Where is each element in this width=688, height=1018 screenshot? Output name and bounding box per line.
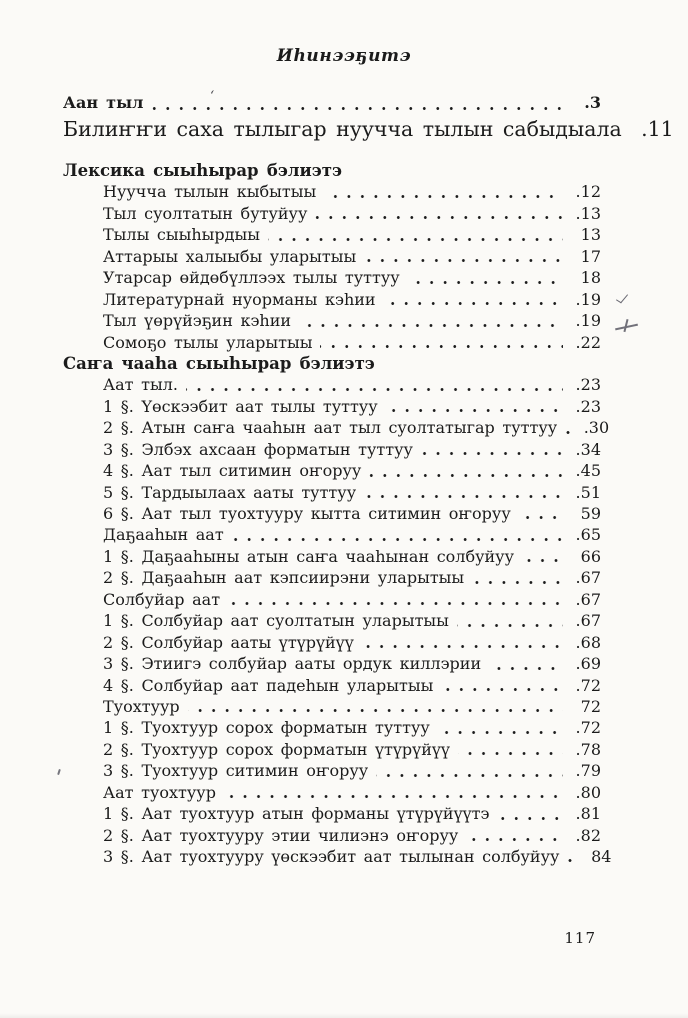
toc-row-label: Литературнай нуорманы кэһии bbox=[103, 289, 376, 309]
toc-row-label: Аттарыы халыыбы уларытыы bbox=[103, 246, 357, 266]
toc-row bbox=[63, 246, 601, 267]
page-ref: .65 bbox=[575, 525, 601, 545]
dot-leader bbox=[489, 666, 563, 671]
section-header bbox=[63, 353, 601, 374]
toc-row bbox=[63, 224, 601, 245]
page-ref: .82 bbox=[575, 825, 601, 845]
page-ref: .12 bbox=[575, 182, 601, 202]
page-ref: 59 bbox=[580, 504, 601, 523]
page-ref: 17 bbox=[580, 246, 601, 266]
toc-row-label: 1 §. Үөскээбит аат тылы туттуу bbox=[103, 396, 378, 416]
toc-row-label: 3 §. Этиигэ солбуйар ааты ордук киллэрии bbox=[103, 654, 482, 674]
section-header-label: Саҥа чааһа сыыһырар бэлиэтэ bbox=[63, 353, 375, 373]
page-ref: .34 bbox=[575, 439, 601, 459]
dot-leader bbox=[457, 623, 563, 628]
toc-row bbox=[63, 610, 601, 631]
toc-row bbox=[63, 482, 601, 503]
toc-row-label: Билиҥҥи саха тылыгар нуучча тылын сабыдыала bbox=[63, 117, 622, 141]
dot-leader bbox=[421, 451, 563, 456]
page-ref: .19 bbox=[575, 311, 601, 331]
section-gap bbox=[63, 143, 601, 160]
page-ref: .72 bbox=[575, 675, 601, 695]
toc-row-label: Туохтуур bbox=[103, 696, 180, 716]
toc-row-label: 2 §. Атын саҥа чааһын аат тыл суолтатыгар туттуу bbox=[103, 418, 558, 438]
toc-row-label: 3 §. Аат туохтууру үөскээбит аат тылынан солбуйуу bbox=[103, 847, 560, 866]
dot-leader bbox=[376, 773, 563, 778]
page-ref: .67 bbox=[575, 568, 601, 588]
page-ref: 84 bbox=[591, 847, 612, 866]
dot-leader bbox=[438, 730, 563, 735]
page-ref: 66 bbox=[580, 546, 601, 566]
dot-leader bbox=[466, 837, 563, 842]
dot-leader bbox=[320, 344, 563, 349]
toc-row bbox=[63, 115, 674, 143]
table-of-contents bbox=[63, 89, 674, 867]
dot-leader bbox=[224, 794, 563, 799]
toc-row-label: Аат туохтуур bbox=[103, 782, 216, 802]
page-ref: .68 bbox=[575, 632, 601, 652]
scan-bottom-edge bbox=[0, 1013, 688, 1018]
page-ref: .51 bbox=[575, 482, 601, 502]
pen-apostrophe-mark: ʻ bbox=[210, 89, 215, 104]
page-ref: .22 bbox=[575, 332, 601, 352]
page-ref: .13 bbox=[575, 203, 601, 223]
toc-row bbox=[63, 374, 601, 395]
dot-leader bbox=[324, 194, 563, 199]
toc-row-label: Аат тыл. bbox=[103, 375, 178, 395]
toc-row-label: Аан тыл bbox=[63, 93, 144, 112]
dot-leader bbox=[369, 473, 563, 478]
toc-row-label: Тыл суолтатын бутуйуу bbox=[103, 203, 308, 223]
page-ref: .69 bbox=[575, 654, 601, 674]
toc-row bbox=[63, 460, 601, 481]
toc-row-label: Солбуйар аат bbox=[103, 589, 221, 609]
toc-row-label: Тыл үөрүйэҕин кэһии bbox=[103, 311, 292, 331]
toc-row-label: 3 §. Элбэх ахсаан форматын туттуу bbox=[103, 439, 413, 459]
toc-row-label: 1 §. Солбуйар аат суолтатын уларытыы bbox=[103, 611, 449, 631]
pen-cross-icon bbox=[615, 319, 639, 333]
toc-row bbox=[63, 825, 601, 846]
toc-row-label: 4 §. Аат тыл ситимин оҥоруу bbox=[103, 461, 362, 481]
pen-check-icon bbox=[616, 291, 628, 303]
toc-row bbox=[63, 653, 601, 674]
page-ref: .79 bbox=[575, 761, 601, 781]
toc-row-label: Нуучча тылын кыбытыы bbox=[103, 182, 317, 202]
dot-leader bbox=[384, 301, 563, 306]
toc-row-label: 3 §. Туохтуур ситимин оҥоруу bbox=[103, 761, 369, 781]
page-ref: .72 bbox=[575, 718, 601, 738]
dot-leader bbox=[567, 858, 573, 863]
dot-leader bbox=[362, 644, 563, 649]
dot-leader bbox=[497, 816, 563, 821]
dot-leader bbox=[228, 601, 563, 606]
toc-row bbox=[63, 546, 601, 567]
toc-row bbox=[63, 567, 601, 588]
toc-row bbox=[63, 717, 601, 738]
page-ref: .81 bbox=[575, 804, 601, 824]
page-ref: .19 bbox=[575, 289, 601, 309]
page-ref: .11 bbox=[641, 117, 674, 141]
toc-row bbox=[63, 289, 601, 310]
toc-row-label: 1 §. Туохтуур сорох форматын туттуу bbox=[103, 718, 430, 738]
page-ref: 13 bbox=[580, 225, 601, 245]
section-header-label: Лексика сыыһырар бэлиэтэ bbox=[63, 161, 343, 180]
toc-row-label: 1 §. Аат туохтуур атын форманы үтүрүйүүтэ bbox=[103, 804, 490, 824]
page-ref: .78 bbox=[575, 739, 601, 759]
toc-row-label: 6 §. Аат тыл туохтууру кытта ситимин оҥоруу bbox=[103, 504, 511, 523]
toc-row-label: Тылы сыыһырдыы bbox=[103, 225, 260, 245]
dot-leader bbox=[188, 708, 563, 713]
section-header bbox=[63, 160, 601, 181]
toc-row bbox=[63, 439, 601, 460]
page-ref: 72 bbox=[580, 696, 601, 716]
page-ref: .67 bbox=[575, 589, 601, 609]
toc-row bbox=[63, 696, 601, 717]
toc-row bbox=[63, 181, 601, 202]
page-ref: .23 bbox=[575, 396, 601, 416]
toc-row bbox=[63, 760, 601, 781]
dot-leader bbox=[268, 237, 563, 242]
toc-row bbox=[63, 632, 601, 653]
dot-leader bbox=[299, 323, 563, 328]
toc-row bbox=[63, 524, 601, 545]
toc-row-label: 4 §. Солбуйар аат падеһын уларытыы bbox=[103, 675, 434, 695]
dot-leader bbox=[630, 134, 636, 139]
dot-leader bbox=[408, 280, 563, 285]
toc-row-label: Даҕааһын аат bbox=[103, 525, 224, 545]
toc-row bbox=[63, 203, 601, 224]
toc-row-label: Утарсар өйдөбүллээх тылы туттуу bbox=[103, 268, 400, 288]
dot-leader bbox=[232, 537, 563, 542]
dot-leader bbox=[522, 558, 563, 563]
toc-row-label: 2 §. Туохтуур сорох форматын үтүрүйүү bbox=[103, 739, 450, 759]
page-ref: .23 bbox=[575, 375, 601, 395]
toc-row bbox=[63, 503, 601, 524]
toc-row bbox=[63, 739, 601, 760]
page-title: Иһинээҕитэ bbox=[276, 46, 412, 66]
page-ref: .45 bbox=[575, 461, 601, 481]
toc-row bbox=[63, 417, 610, 438]
toc-row bbox=[63, 846, 612, 867]
dot-leader bbox=[364, 494, 563, 499]
folio-page-number: 117 bbox=[564, 929, 596, 947]
dot-leader bbox=[364, 258, 563, 263]
toc-row-label: 1 §. Даҕааһыны атын саҥа чааһынан солбуйуу bbox=[103, 546, 514, 566]
toc-row bbox=[63, 310, 601, 331]
page-ref: 18 bbox=[580, 268, 601, 288]
toc-row-label: Сомоҕо тылы уларытыы bbox=[103, 332, 313, 352]
page-ref: .3 bbox=[584, 93, 601, 112]
page-ref: .30 bbox=[583, 418, 610, 438]
dot-leader bbox=[458, 751, 563, 756]
page-ref: .67 bbox=[575, 611, 601, 631]
dot-leader bbox=[519, 515, 563, 520]
toc-row bbox=[63, 803, 601, 824]
dot-leader bbox=[565, 430, 571, 435]
toc-row-label: 2 §. Аат туохтууру этии чилиэнэ оҥоруу bbox=[103, 825, 459, 845]
dot-leader bbox=[315, 215, 563, 220]
toc-row bbox=[63, 267, 601, 288]
toc-row bbox=[63, 396, 601, 417]
dot-leader bbox=[386, 408, 563, 413]
dot-leader bbox=[472, 580, 563, 585]
toc-row bbox=[63, 675, 601, 696]
dot-leader bbox=[186, 387, 563, 392]
toc-row-label: 2 §. Солбуйар ааты үтүрүйүү bbox=[103, 632, 354, 652]
pen-comma-icon bbox=[57, 769, 61, 775]
dot-leader bbox=[441, 687, 563, 692]
toc-row bbox=[63, 332, 601, 353]
page-ref: .80 bbox=[575, 782, 601, 802]
toc-row-label: 5 §. Тардыылаах ааты туттуу bbox=[103, 482, 357, 502]
toc-row bbox=[63, 782, 601, 803]
toc-row bbox=[63, 89, 601, 115]
toc-row bbox=[63, 589, 601, 610]
toc-row-label: 2 §. Даҕааһын аат кэпсиирэни уларытыы bbox=[103, 568, 465, 588]
